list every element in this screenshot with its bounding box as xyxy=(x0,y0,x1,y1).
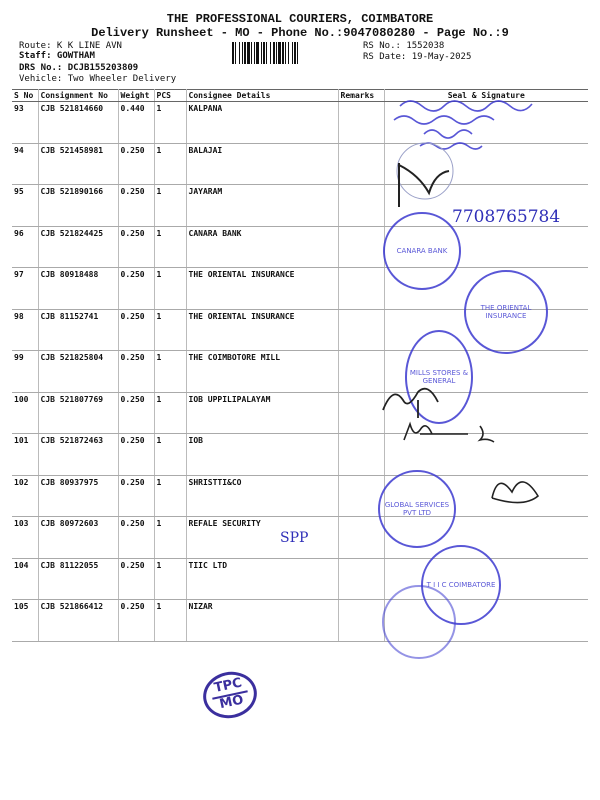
row-weight: 0.250 xyxy=(118,517,154,559)
row-sno: 102 xyxy=(12,475,38,517)
row-sno: 95 xyxy=(12,185,38,227)
row-pcs: 1 xyxy=(154,268,186,310)
row-consignee: SHRISTTI&CO xyxy=(186,475,338,517)
canara-stamp-text: CANARA BANK xyxy=(396,247,448,255)
row-weight: 0.250 xyxy=(118,143,154,185)
row-consignee: NIZAR xyxy=(186,600,338,642)
row-sno: 101 xyxy=(12,434,38,476)
row-pcs: 1 xyxy=(154,475,186,517)
row-consignment: CJB 80937975 xyxy=(38,475,118,517)
row-weight: 0.250 xyxy=(118,392,154,434)
table-row xyxy=(12,558,588,600)
row-remarks xyxy=(338,102,384,144)
signature-102 xyxy=(486,468,544,508)
row-consignee: CANARA BANK xyxy=(186,226,338,268)
row-consignment: CJB 521824425 xyxy=(38,226,118,268)
row-pcs: 1 xyxy=(154,143,186,185)
row-sno: 94 xyxy=(12,143,38,185)
row-consignee: REFALE SECURITY xyxy=(186,517,338,559)
tpc-mo-stamp xyxy=(199,667,261,723)
table-row xyxy=(12,226,588,268)
row-sno: 98 xyxy=(12,309,38,351)
row-remarks xyxy=(338,226,384,268)
row-weight: 0.250 xyxy=(118,226,154,268)
global-stamp-text: GLOBAL SERVICES PVT LTD xyxy=(384,501,450,517)
row-remarks xyxy=(338,434,384,476)
company-title: THE PROFESSIONAL COURIERS, COIMBATORE xyxy=(166,12,434,26)
row-weight: 0.250 xyxy=(118,185,154,227)
row-sno: 99 xyxy=(12,351,38,393)
row-remarks xyxy=(338,517,384,559)
row-weight: 0.440 xyxy=(118,102,154,144)
row-sno: 96 xyxy=(12,226,38,268)
row-remarks xyxy=(338,600,384,642)
col-pcs: PCS xyxy=(154,90,186,102)
row-consignment: CJB 81122055 xyxy=(38,558,118,600)
row-remarks xyxy=(338,268,384,310)
row-weight: 0.250 xyxy=(118,309,154,351)
staff-label: Staff: GOWTHAM xyxy=(19,51,95,61)
row-consignment: CJB 80918488 xyxy=(38,268,118,310)
row-remarks xyxy=(338,558,384,600)
row-consignee: THE ORIENTAL INSURANCE xyxy=(186,268,338,310)
tpc-stamp-top: TPC xyxy=(212,675,244,696)
col-weight: Weight xyxy=(118,90,154,102)
row-consignee: IOB UPPILIPALAYAM xyxy=(186,392,338,434)
faded-stamp xyxy=(382,585,456,659)
signature-94 xyxy=(385,135,465,207)
oriental-stamp-text: THE ORIENTAL INSURANCE xyxy=(480,304,532,320)
col-seal: Seal & Signature xyxy=(384,90,588,102)
row-consignment: CJB 80972603 xyxy=(38,517,118,559)
row-consignment: CJB 521890166 xyxy=(38,185,118,227)
col-remarks: Remarks xyxy=(338,90,384,102)
tiic-stamp-text: T I I C COIMBATORE xyxy=(426,581,496,589)
row-sno: 93 xyxy=(12,102,38,144)
row-consignment: CJB 521814660 xyxy=(38,102,118,144)
row-pcs: 1 xyxy=(154,185,186,227)
row-weight: 0.250 xyxy=(118,434,154,476)
row-weight: 0.250 xyxy=(118,558,154,600)
row-pcs: 1 xyxy=(154,102,186,144)
col-consignee: Consignee Details xyxy=(186,90,338,102)
row-sno: 104 xyxy=(12,558,38,600)
row-pcs: 1 xyxy=(154,434,186,476)
global-services-stamp xyxy=(378,470,456,548)
table-row xyxy=(12,351,588,393)
row-consignment: CJB 521866412 xyxy=(38,600,118,642)
row-pcs: 1 xyxy=(154,309,186,351)
spp-handwritten: SPP xyxy=(280,530,309,546)
row-remarks xyxy=(338,309,384,351)
mills-stamp-text: MILLS STORES & GENERAL xyxy=(409,369,469,385)
row-remarks xyxy=(338,143,384,185)
row-pcs: 1 xyxy=(154,351,186,393)
vehicle-label: Vehicle: Two Wheeler Delivery xyxy=(19,74,177,84)
signature-101 xyxy=(400,420,510,446)
row-consignment: CJB 521458981 xyxy=(38,143,118,185)
row-pcs: 1 xyxy=(154,558,186,600)
phone-handwritten: 7708765784 xyxy=(452,207,561,227)
col-consignment: Consignment No xyxy=(38,90,118,102)
barcode xyxy=(232,42,356,64)
row-weight: 0.250 xyxy=(118,351,154,393)
row-consignee: THE ORIENTAL INSURANCE xyxy=(186,309,338,351)
row-sno: 105 xyxy=(12,600,38,642)
rs-date: RS Date: 19-May-2025 xyxy=(363,52,472,62)
row-pcs: 1 xyxy=(154,226,186,268)
runsheet-table xyxy=(12,89,588,642)
oriental-stamp xyxy=(464,270,548,354)
route-label: Route: K K LINE AVN xyxy=(19,41,122,51)
row-consignee: BALAJAI xyxy=(186,143,338,185)
row-pcs: 1 xyxy=(154,517,186,559)
row-consignment: CJB 521807769 xyxy=(38,392,118,434)
rs-number: RS No.: 1552038 xyxy=(363,41,445,51)
row-weight: 0.250 xyxy=(118,268,154,310)
tpc-stamp-bottom: MO xyxy=(218,692,245,713)
table-row xyxy=(12,600,588,642)
row-weight: 0.250 xyxy=(118,600,154,642)
row-consignee: TIIC LTD xyxy=(186,558,338,600)
row-weight: 0.250 xyxy=(118,475,154,517)
canara-stamp xyxy=(383,212,461,290)
row-remarks xyxy=(338,185,384,227)
drs-number: DRS No.: DCJB155203809 xyxy=(19,63,139,73)
row-consignment: CJB 81152741 xyxy=(38,309,118,351)
row-consignee: JAYARAM xyxy=(186,185,338,227)
row-sno: 100 xyxy=(12,392,38,434)
row-consignment: CJB 521825804 xyxy=(38,351,118,393)
row-sno: 97 xyxy=(12,268,38,310)
row-consignment: CJB 521872463 xyxy=(38,434,118,476)
row-consignee: IOB xyxy=(186,434,338,476)
row-sno: 103 xyxy=(12,517,38,559)
row-pcs: 1 xyxy=(154,392,186,434)
row-consignee: KALPANA xyxy=(186,102,338,144)
row-pcs: 1 xyxy=(154,600,186,642)
runsheet-subtitle: Delivery Runsheet - MO - Phone No.:9047080280 - Page No.:9 xyxy=(91,26,509,40)
row-consignee: THE COIMBOTORE MILL xyxy=(186,351,338,393)
col-sno: S No xyxy=(12,90,38,102)
signature-100 xyxy=(378,380,448,420)
